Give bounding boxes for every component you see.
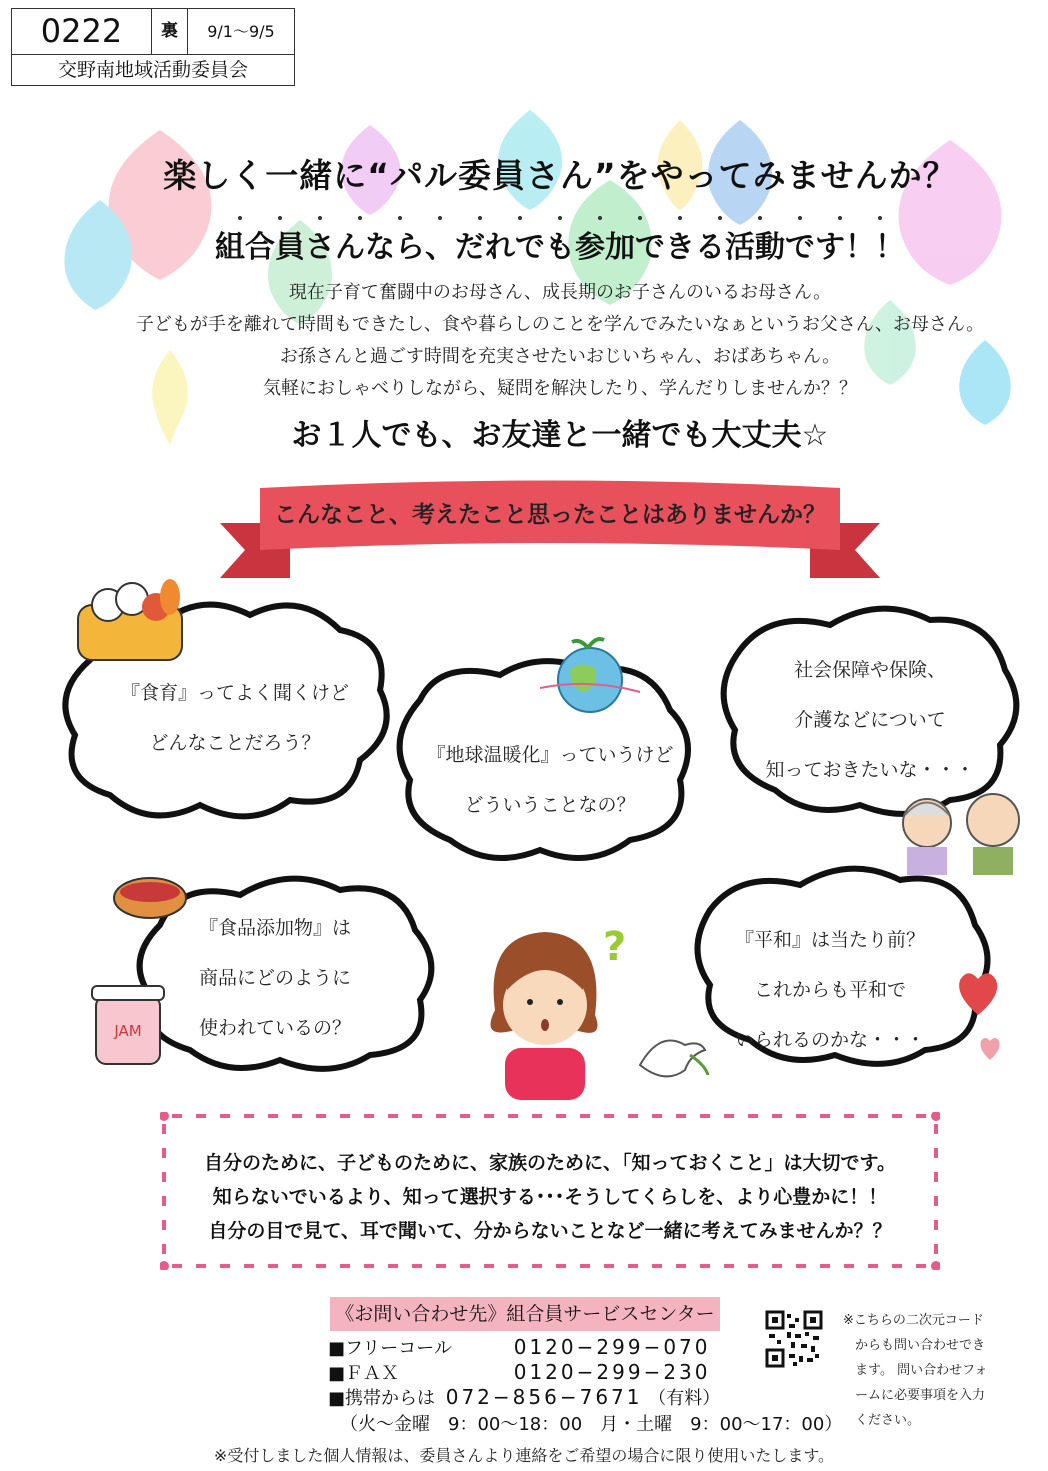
cloud-social-line: 介護などについて <box>794 709 946 731</box>
ribbon-banner <box>200 478 900 583</box>
message-line: 知らないでいるより、知って選択する･･･そうしてくらしを、より心豊かに！！ <box>212 1186 888 1208</box>
intro-line: 現在子育て奮闘中のお母さん、成長期のお子さんのいるお母さん。 <box>288 282 832 303</box>
qr-note <box>843 1308 993 1433</box>
cloud-globe-line: 『地球温暖化』っていうけど <box>426 744 674 766</box>
mobile-note: （有料） <box>648 1388 721 1409</box>
qr-note-line: ームに必要事項を入力 <box>855 1388 986 1403</box>
qr-note-line: ※こちらの二次元コード <box>843 1313 984 1328</box>
intro-line: 気軽におしゃべりしながら、疑問を解決したり、学んだりしませんか？？ <box>263 378 857 399</box>
side-label: 裏 <box>152 9 188 54</box>
dot-accent-row <box>230 208 890 218</box>
main-headline: 楽しく一緒に“パル委員さん”をやってみませんか？ <box>163 156 957 195</box>
date-range: 9/1〜9/5 <box>207 22 275 41</box>
intro-line: お孫さんと過ごす時間を充実させたいおじいちゃん、おばあちゃん。 <box>279 346 841 367</box>
cloud-additive-line: 『食品添加物』は <box>198 917 351 939</box>
fax-row <box>328 1359 711 1385</box>
svg-text:?: ? <box>603 924 627 970</box>
business-hours: （火〜金曜 9：00〜18：00 月・土曜 9：00〜17：00） <box>340 1414 843 1435</box>
cloud-food-line: 『食育』ってよく聞くけど <box>120 682 349 704</box>
fax-label: ■ＦＡＸ <box>328 1363 400 1384</box>
cloud-food-line: どんなことだろう？ <box>149 732 321 754</box>
message-line: 自分のために、子どものために、家族のために、「知っておくこと」は大切です。 <box>204 1152 896 1174</box>
mobile-number[interactable]: 072−856−7671 <box>445 1385 643 1409</box>
sub-headline: 組合員さんなら、だれでも参加できる活動です！！ <box>215 230 905 265</box>
cloud-globe-line: どういうことなの？ <box>464 794 636 816</box>
free-call-number[interactable]: 0120−299−070 <box>513 1335 711 1359</box>
girl-illustration <box>455 920 635 1100</box>
cloud-additive-line: 商品にどのように <box>198 967 351 989</box>
flyer-code: 0222 <box>12 9 152 54</box>
ribbon-text: こんなこと、考えたこと思ったことはありませんか？ <box>274 502 826 528</box>
globe-illustration <box>540 630 640 715</box>
grandparents-illustration <box>895 785 1025 875</box>
tagline: お１人でも、お友達と一緒でも大丈夫☆ <box>291 418 829 453</box>
hearts-illustration <box>950 965 1010 1065</box>
dove-illustration <box>630 1010 710 1090</box>
header-top-row <box>12 9 294 55</box>
bento-illustration <box>70 575 190 665</box>
mobile-row <box>328 1384 720 1410</box>
message-line: 自分の目で見て、耳で聞いて、分からないことなど一緒に考えてみませんか？？ <box>208 1220 892 1242</box>
header-box <box>11 8 295 86</box>
cloud-peace-line: 『平和』は当たり前？ <box>734 929 925 951</box>
cloud-peace-line: これからも平和で <box>753 979 906 1001</box>
qr-note-line: ます。 問い合わせフォ <box>855 1363 988 1378</box>
qr-code[interactable] <box>765 1310 823 1368</box>
free-call-row <box>328 1334 711 1360</box>
privacy-footer: ※受付しました個人情報は、委員さんより連絡をご希望の場合に限り使用いたします。 <box>213 1446 835 1465</box>
mobile-label: ■携帯からは <box>328 1388 436 1409</box>
qr-note-line: からも問い合わせでき <box>855 1338 986 1353</box>
cloud-peace-line: いられるのかな・・・ <box>734 1029 925 1051</box>
organization-name: 交野南地域活動委員会 <box>57 59 248 81</box>
intro-line: 子どもが手を離れて時間もできたし、食や暮らしのことを学んでみたいなぁというお父さん、お母さん。 <box>135 314 985 335</box>
cloud-additive-line: 使われているの？ <box>198 1017 351 1039</box>
free-call-label: ■フリーコール <box>328 1338 452 1359</box>
fax-number[interactable]: 0120−299−230 <box>513 1360 711 1384</box>
qr-note-line: ください。 <box>855 1413 921 1428</box>
jam-jar-illustration <box>88 978 168 1068</box>
cloud-social-line: 知っておきたいな・・・ <box>765 759 975 781</box>
cloud-social-line: 社会保障や保険、 <box>793 659 946 681</box>
jam-label: JAM <box>114 1022 142 1040</box>
hotdog-illustration <box>110 868 190 928</box>
contact-title: 《お問い合わせ先》組合員サービスセンター <box>330 1297 720 1331</box>
